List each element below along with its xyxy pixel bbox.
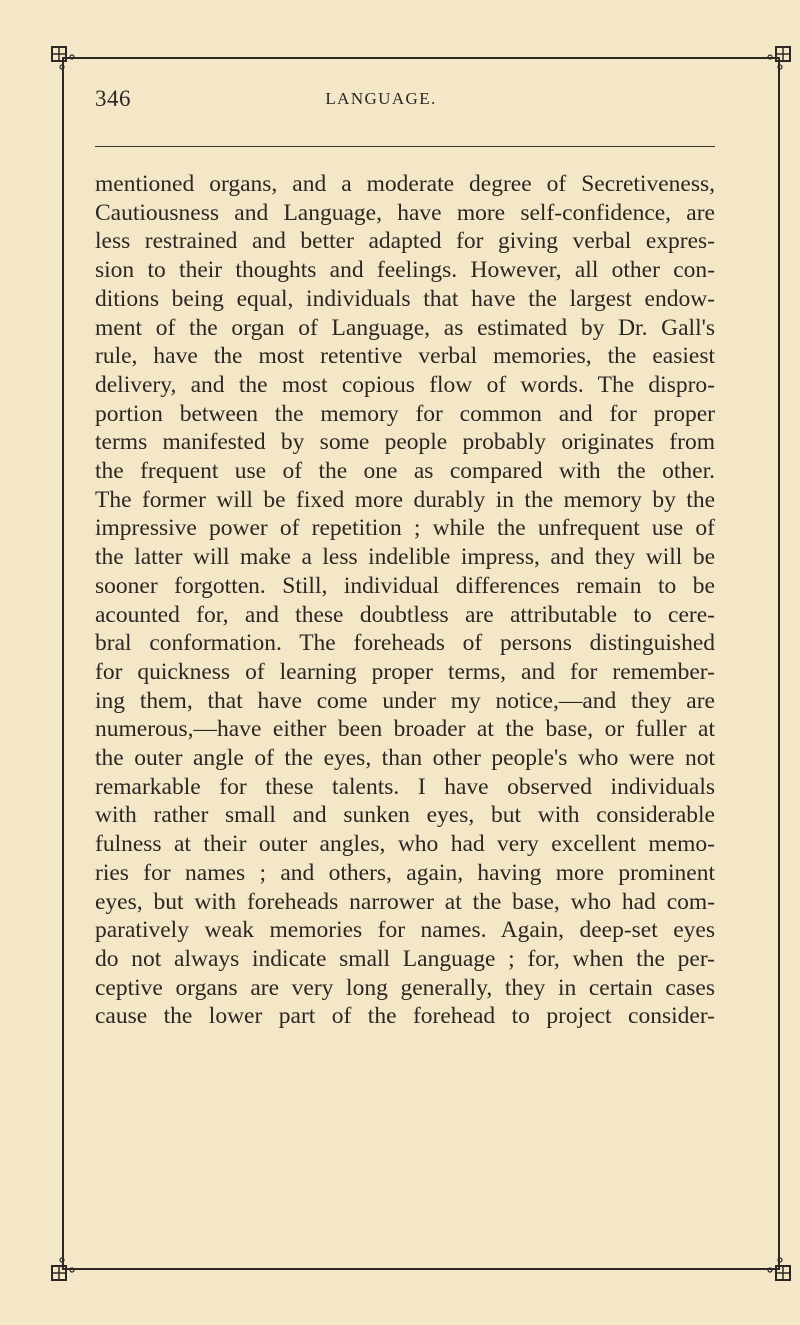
corner-ornament-icon [766, 43, 794, 71]
corner-ornament-icon [48, 1256, 76, 1284]
border-bottom-rule [62, 1268, 780, 1270]
text-line: portion between the memory for common and for proper [95, 400, 715, 427]
text-line: acounted for, and these doubtless are attributable to cere- [95, 601, 715, 628]
text-line: ries for names ; and others, again, having more prominent [95, 859, 715, 886]
text-line: do not always indicate small Language ; for, when the per- [95, 945, 715, 972]
header-rule [95, 146, 715, 147]
text-line: mentioned organs, and a moderate degree of Secretiveness, [95, 171, 715, 197]
text-line: numerous,—have either been broader at the base, or fuller at [95, 716, 715, 743]
text-line: the frequent use of the one as compared with the other. [95, 458, 715, 485]
text-line: for quickness of learning proper terms, and for remember- [95, 658, 715, 685]
text-line: with rather small and sunken eyes, but with considerable [95, 802, 715, 829]
page-header [95, 86, 715, 122]
text-line: eyes, but with foreheads narrower at the base, who had com- [95, 888, 715, 915]
text-line: The former will be fixed more durably in the memory by the [95, 486, 715, 513]
text-line: sion to their thoughts and feelings. However, all other con- [95, 257, 715, 284]
text-line: ceptive organs are very long generally, they in certain cases [95, 974, 715, 1001]
corner-ornament-icon [48, 43, 76, 71]
text-line: ditions being equal, individuals that have the largest endow- [95, 285, 715, 312]
text-line: bral conformation. The foreheads of persons distinguished [95, 630, 715, 657]
text-line: impressive power of repetition ; while the unfrequent use of [95, 515, 715, 542]
text-line: less restrained and better adapted for giving verbal expres- [95, 228, 715, 255]
border-top-rule [62, 57, 780, 59]
page-number: 346 [95, 86, 131, 111]
border-left-rule [62, 57, 64, 1270]
text-line: terms manifested by some people probably originates from [95, 429, 715, 456]
text-line: paratively weak memories for names. Again, deep-set eyes [95, 917, 715, 944]
text-line: remarkable for these talents. I have observed individuals [95, 773, 715, 800]
text-line: delivery, and the most copious flow of words. The dispro- [95, 371, 715, 398]
text-line: rule, have the most retentive verbal memories, the easiest [95, 343, 715, 370]
text-line: the latter will make a less indelible impress, and they will be [95, 544, 715, 571]
text-line: sooner forgotten. Still, individual differences remain to be [95, 572, 715, 599]
border-right-rule [778, 57, 780, 1270]
corner-ornament-icon [766, 1256, 794, 1284]
text-line: the outer angle of the eyes, than other people's who were not [95, 745, 715, 772]
text-line: fulness at their outer angles, who had very excellent memo- [95, 831, 715, 858]
body-text [95, 170, 715, 1031]
text-line: Cautiousness and Language, have more self-confidence, are [95, 199, 715, 226]
text-line: cause the lower part of the forehead to project consider- [95, 1003, 715, 1030]
text-line: ing them, that have come under my notice,—and they are [95, 687, 715, 714]
running-head: LANGUAGE. [325, 89, 437, 108]
text-line: ment of the organ of Language, as estimated by Dr. Gall's [95, 314, 715, 341]
